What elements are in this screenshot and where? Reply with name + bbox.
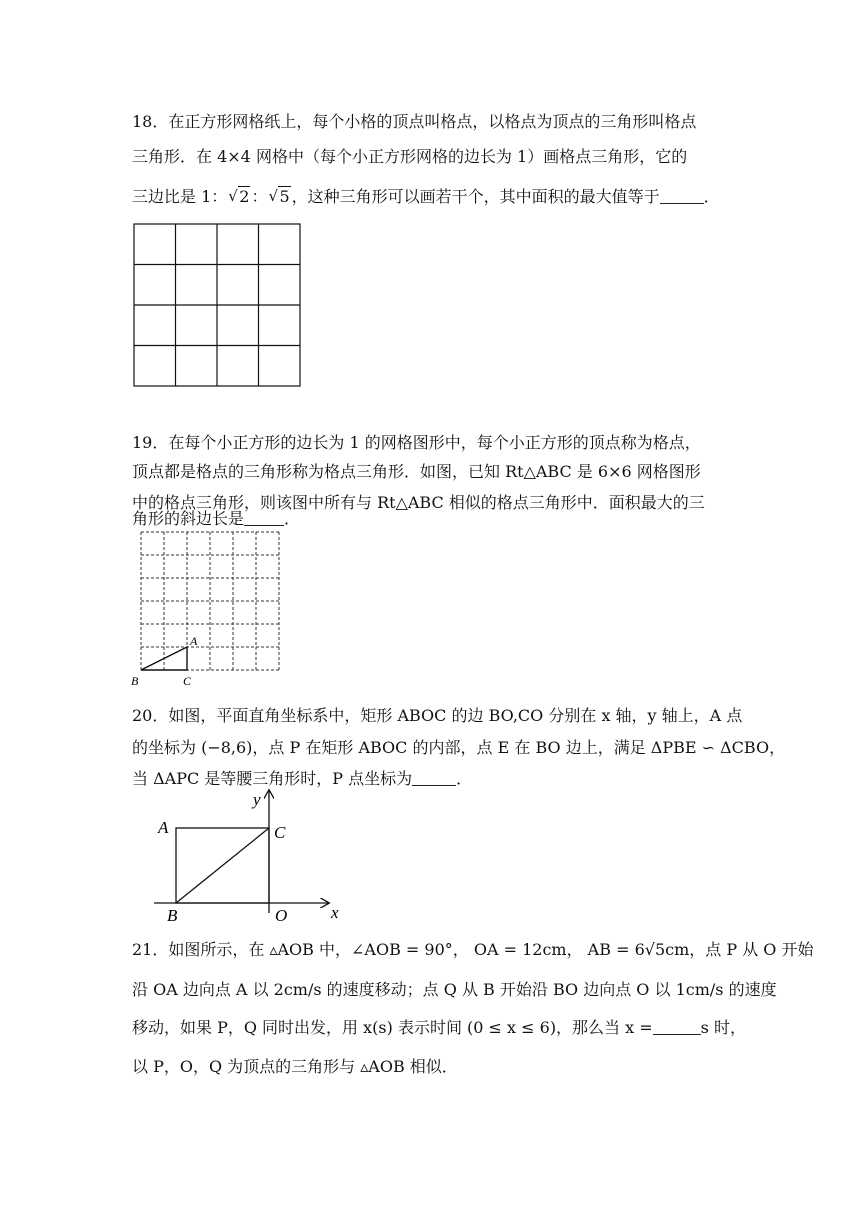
label-o: O	[275, 906, 288, 925]
q18-grid-4x4	[133, 223, 303, 389]
q19-line-1: 19．在每个小正方形的边长为 1 的网格图形中，每个小正方形的顶点称为格点，	[132, 433, 701, 452]
q21-line-2: 沿 OA 边向点 A 以 2cm/s 的速度移动；点 Q 从 B 开始沿 BO 边向点 O 以 1cm/s 的速度	[132, 980, 777, 999]
label-a: A	[190, 634, 198, 648]
q18-colon: ：	[251, 187, 268, 206]
label-b: B	[131, 674, 139, 688]
q20-line-3-text: 当 ΔAPC 是等腰三角形时，P 点坐标为	[132, 769, 413, 788]
q20-end: ．	[456, 769, 473, 788]
q21-line-1: 21．如图所示，在 ▵AOB 中，∠AOB = 90°， OA = 12cm， AB = 6√5cm，点 P 从 O 开始	[132, 940, 814, 959]
q18-answer-blank[interactable]	[660, 187, 704, 204]
q21-answer-blank[interactable]	[653, 1018, 701, 1035]
q20-answer-blank[interactable]	[412, 769, 456, 786]
q21-line-3	[132, 1016, 746, 1040]
q18-end: ．	[703, 187, 720, 206]
sqrt-5: √ 5	[268, 185, 290, 209]
q18-line-3	[132, 185, 720, 209]
q20-line-2: 的坐标为 (−8,6)，点 P 在矩形 ABOC 的内部，点 E 在 BO 边上，满足 ΔPBE ∽ ΔCBO，	[132, 738, 786, 757]
sqrt-2: √ 2	[228, 185, 250, 209]
q19-line-4-text: 角形的斜边长是	[132, 509, 245, 528]
q20-coordinate-figure	[150, 785, 350, 925]
diagonal-bc	[176, 828, 269, 903]
q19-grid-6x6	[128, 528, 288, 690]
q21-line-3-text: 移动，如果 P，Q 同时出发，用 x(s) 表示时间 (0 ≤ x ≤ 6)，那么当 x =	[132, 1018, 653, 1037]
q18-line-2: 三角形．在 4×4 网格中（每个小正方形网格的边长为 1）画格点三角形，它的	[132, 147, 688, 166]
q19-line-3: 中的格点三角形，则该图中所有与 Rt△ABC 相似的格点三角形中．面积最大的三	[132, 493, 705, 512]
q19-end: ．	[284, 509, 301, 528]
q20-line-1: 20．如图，平面直角坐标系中，矩形 ABOC 的边 BO,CO 分别在 x 轴，y 轴上，A 点	[132, 706, 743, 725]
q19-line-2: 顶点都是格点的三角形称为格点三角形．如图，已知 Rt△ABC 是 6×6 网格图形	[132, 462, 701, 481]
q18-ratio-prefix: 三边比是 1：	[132, 187, 228, 206]
label-c: C	[183, 674, 192, 688]
label-b: B	[167, 906, 178, 925]
q21-line-3-suffix: s 时，	[700, 1018, 746, 1037]
label-y: y	[253, 790, 261, 809]
label-a: A	[158, 818, 169, 837]
q18-line-1: 18．在正方形网格纸上，每个小格的顶点叫格点，以格点为顶点的三角形叫格点	[132, 112, 697, 131]
label-x: x	[331, 903, 339, 922]
triangle-abc	[141, 647, 187, 670]
q19-answer-blank[interactable]	[244, 509, 284, 526]
q18-ratio-suffix: ，这种三角形可以画若干个，其中面积的最大值等于	[291, 187, 660, 206]
label-c: C	[274, 823, 286, 842]
q21-line-4: 以 P，O，Q 为顶点的三角形与 ▵AOB 相似．	[132, 1057, 458, 1076]
